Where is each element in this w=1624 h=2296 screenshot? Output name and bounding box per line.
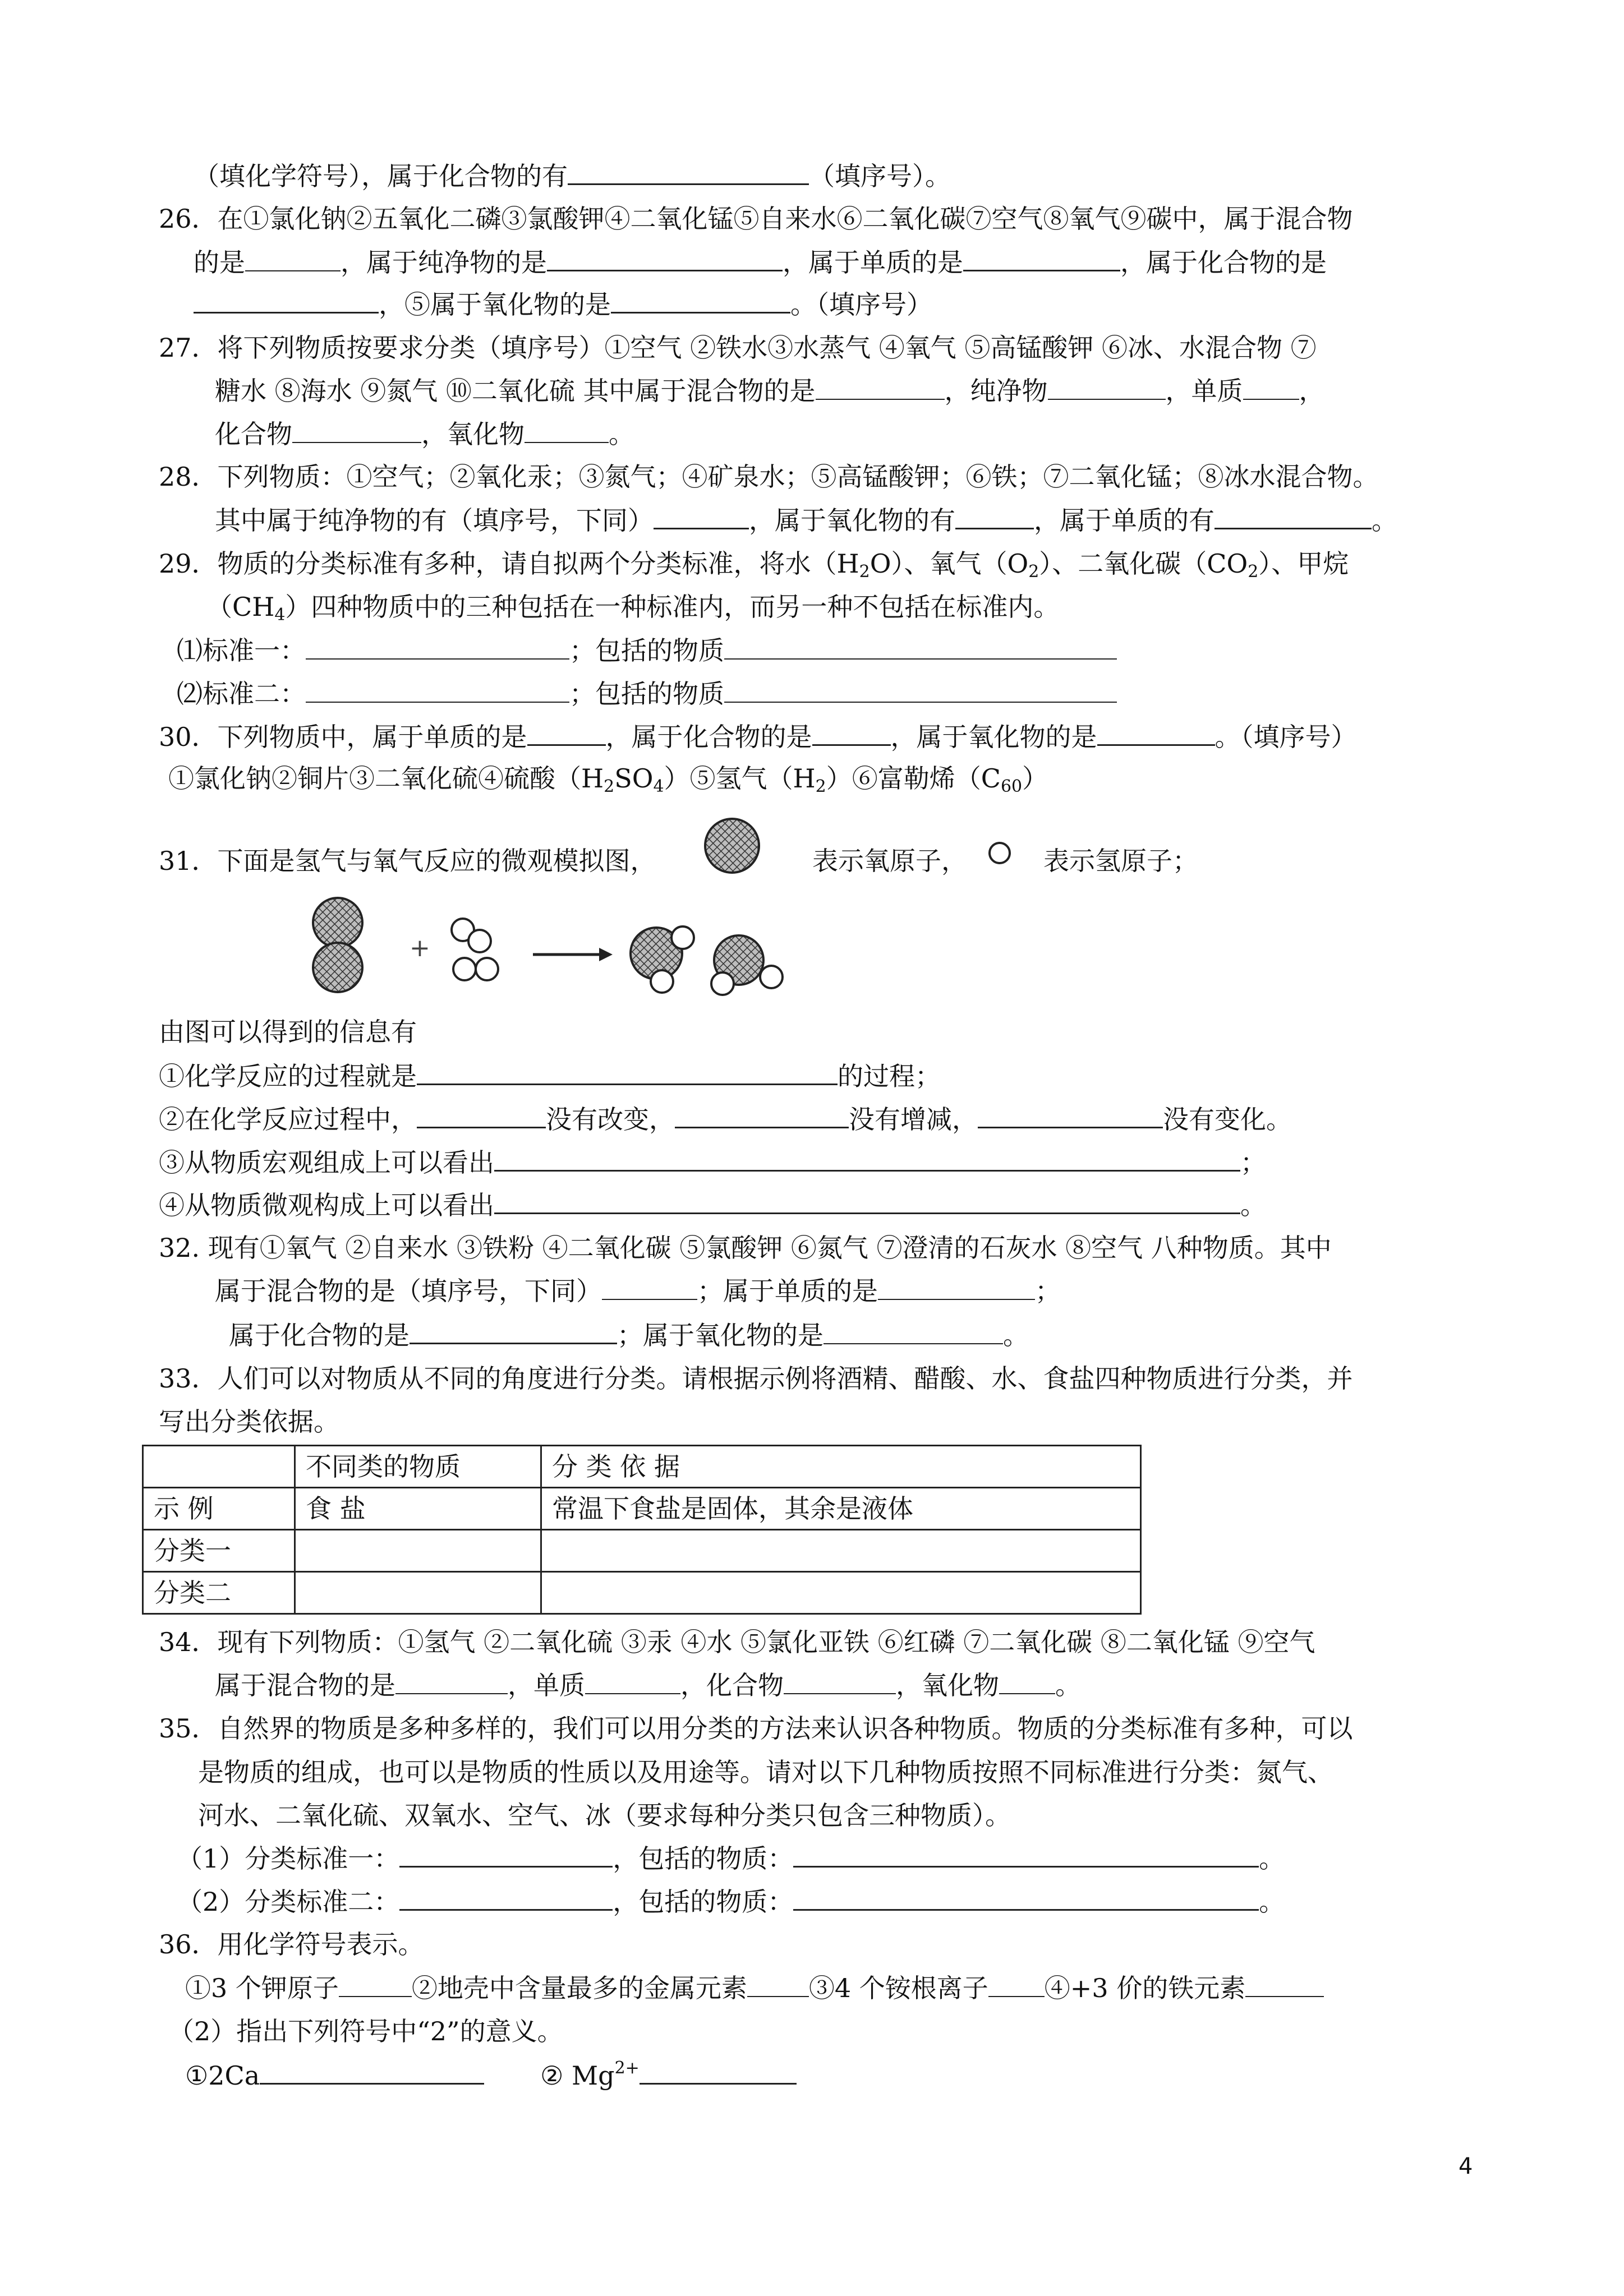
question-31-info-heading xyxy=(159,1015,417,1049)
answer-blank[interactable] xyxy=(963,245,1120,271)
text: ②地壳中含量最多的金属元素 xyxy=(411,1973,747,2003)
text: ③4 个铵根离子 xyxy=(808,1973,988,2003)
page-number: 4 xyxy=(1459,2154,1473,2179)
text: ④从物质微观构成上可以看出 xyxy=(159,1190,494,1220)
text: ）⑥富勒烯（C xyxy=(826,763,1001,794)
table-cell xyxy=(143,1446,295,1488)
answer-blank[interactable] xyxy=(823,1318,1003,1344)
hydrogen-molecules xyxy=(452,919,498,980)
answer-blank[interactable] xyxy=(194,287,379,313)
text: 34．现有下列物质：①氢气 ②二氧化硫 ③汞 ④水 ⑤氯化亚铁 ⑥红磷 ⑦二氧化碳 ⑧二氧化锰 ⑨空气 xyxy=(159,1627,1315,1657)
subscript: 4 xyxy=(274,605,286,625)
text: 31．下面是氢气与氧气反应的微观模拟图， xyxy=(159,846,656,876)
table-row xyxy=(143,1530,1141,1572)
answer-blank[interactable] xyxy=(978,1102,1163,1128)
text: （填序号）。 xyxy=(809,161,951,191)
text: 。 xyxy=(609,419,634,449)
answer-blank[interactable] xyxy=(988,1971,1045,1997)
text: 。 xyxy=(1259,1843,1285,1874)
question-35-line-3 xyxy=(198,1799,1011,1832)
superscript: 2+ xyxy=(614,2058,640,2078)
text: 35．自然界的物质是多种多样的，我们可以用分类的方法来认识各种物质。物质的分类标准有多种，可以 xyxy=(159,1713,1353,1744)
text: 。 xyxy=(1240,1190,1266,1220)
answer-blank[interactable] xyxy=(306,677,569,703)
text: ）、二氧化碳（CO xyxy=(1039,548,1248,579)
text: ①3 个钾原子 xyxy=(185,1973,339,2003)
text: ⑵标准二： xyxy=(177,679,306,709)
question-34-line-1 xyxy=(159,1625,1315,1659)
answer-blank[interactable] xyxy=(675,1102,849,1128)
text: ，包括的物质： xyxy=(613,1843,794,1874)
answer-blank[interactable] xyxy=(816,374,945,400)
text: ；属于单质的是 xyxy=(697,1276,878,1306)
answer-blank[interactable] xyxy=(654,503,749,529)
answer-blank[interactable] xyxy=(1214,503,1372,529)
hydrogen-atom-legend-icon xyxy=(986,840,1013,866)
question-30-line-1 xyxy=(159,720,1357,754)
line-0 xyxy=(194,159,951,193)
text: ，属于单质的有 xyxy=(1034,505,1214,536)
question-35-standard-1 xyxy=(177,1841,1285,1875)
text: ）、甲烷 xyxy=(1258,548,1349,579)
text: ， xyxy=(1299,376,1325,406)
table-answer-cell[interactable] xyxy=(541,1530,1141,1572)
subscript: 2 xyxy=(815,777,826,796)
text: 27．将下列物质按要求分类（填序号）①空气 ②铁水③水蒸气 ④氧气 ⑤高锰酸钾 ⑥冰、水混合物 ⑦ xyxy=(159,333,1317,363)
text: 30．下列物质中，属于单质的是 xyxy=(159,722,527,752)
subscript: 4 xyxy=(653,777,664,796)
table-cell: 分 类 依 据 xyxy=(541,1446,1141,1488)
question-31-item-4 xyxy=(159,1188,1266,1222)
answer-blank[interactable] xyxy=(399,1884,613,1911)
answer-blank[interactable] xyxy=(878,1274,1035,1300)
answer-blank[interactable] xyxy=(525,417,609,443)
answer-blank[interactable] xyxy=(399,1841,613,1868)
water-molecule-2 xyxy=(711,935,783,995)
question-36-line-3 xyxy=(168,2014,563,2048)
table-cell: 分类二 xyxy=(143,1572,295,1614)
table-cell: 示 例 xyxy=(143,1488,295,1530)
text: 36．用化学符号表示。 xyxy=(159,1929,424,1960)
question-35-standard-2 xyxy=(177,1884,1285,1919)
answer-blank[interactable] xyxy=(793,1884,1259,1911)
answer-blank[interactable] xyxy=(784,1668,896,1694)
answer-blank[interactable] xyxy=(417,1102,546,1128)
text: 没有增减， xyxy=(849,1104,978,1135)
text: 。 xyxy=(1259,1887,1285,1917)
question-30-line-2 xyxy=(168,762,1048,795)
answer-blank[interactable] xyxy=(494,1188,1240,1214)
question-31-legend-oxygen xyxy=(812,844,967,878)
text: ①氯化钠②铜片③二氧化硫④硫酸（H xyxy=(168,763,604,794)
question-29-standard-1 xyxy=(177,634,1117,667)
text: 化合物 xyxy=(215,419,292,449)
text: ，化合物 xyxy=(680,1670,784,1700)
text: 没有改变， xyxy=(546,1104,675,1135)
table-cell: 常温下食盐是固体，其余是液体 xyxy=(541,1488,1141,1530)
plus-sign: + xyxy=(410,934,430,962)
text: 32. 现有①氧气 ②自来水 ③铁粉 ④二氧化碳 ⑤氯酸钾 ⑥氮气 ⑦澄清的石灰水 ⑧空气 八种物质。其中 xyxy=(159,1233,1332,1263)
text: ，单质 xyxy=(508,1670,585,1700)
answer-blank[interactable] xyxy=(306,634,569,660)
text: 由图可以得到的信息有 xyxy=(159,1017,417,1047)
answer-blank[interactable] xyxy=(410,1318,617,1344)
subscript: 2 xyxy=(604,777,615,796)
table-cell: 食 盐 xyxy=(295,1488,541,1530)
answer-blank[interactable] xyxy=(999,1668,1055,1694)
classification-table xyxy=(142,1445,1142,1615)
text: ，纯净物 xyxy=(944,376,1048,406)
text: 糖水 ⑧海水 ⑨氮气 ⑩二氧化硫 其中属于混合物的是 xyxy=(215,376,816,406)
text: 属于化合物的是 xyxy=(229,1320,410,1350)
text: 。 xyxy=(1055,1670,1081,1700)
text: 没有变化。 xyxy=(1163,1104,1292,1135)
question-36-line-4 xyxy=(185,2058,797,2092)
answer-blank[interactable] xyxy=(292,417,421,443)
question-31-item-1 xyxy=(159,1059,941,1093)
answer-blank[interactable] xyxy=(547,245,783,271)
answer-blank[interactable] xyxy=(1097,720,1215,746)
text: ； xyxy=(1035,1276,1061,1306)
table-answer-cell[interactable] xyxy=(295,1530,541,1572)
text: 28．下列物质：①空气；②氧化汞；③氮气；④矿泉水；⑤高锰酸钾；⑥铁；⑦二氧化锰；⑧冰水混合物。 xyxy=(159,462,1379,492)
table-row xyxy=(143,1572,1141,1614)
question-29-line-1 xyxy=(159,547,1349,580)
answer-blank[interactable] xyxy=(793,1841,1259,1868)
text: O）、氧气（O xyxy=(869,548,1029,579)
text: ①2Ca xyxy=(185,2060,260,2091)
question-33-line-1 xyxy=(159,1362,1353,1395)
question-26-line-1 xyxy=(159,202,1353,236)
text: ）四种物质中的三种包括在一种标准内，而另一种不包括在标准内。 xyxy=(285,592,1060,622)
text: （填化学符号），属于化合物的有 xyxy=(194,161,568,191)
question-29-line-2 xyxy=(206,590,1059,624)
text: 。 xyxy=(1372,505,1397,536)
subscript: 60 xyxy=(1000,777,1023,796)
text: 33．人们可以对物质从不同的角度进行分类。请根据示例将酒精、醋酸、水、食盐四种物质进行分类，并 xyxy=(159,1363,1353,1394)
answer-blank[interactable] xyxy=(527,720,606,746)
text: ） xyxy=(1022,763,1048,794)
text: 其中属于纯净物的有（填序号，下同） xyxy=(215,505,654,536)
text: ①化学反应的过程就是 xyxy=(159,1061,417,1091)
reaction-arrow xyxy=(533,948,613,961)
text: （1）分类标准一： xyxy=(177,1843,400,1874)
text: 河水、二氧化硫、双氧水、空气、冰（要求每种分类只包含三种物质）。 xyxy=(198,1800,1011,1831)
text: 表示氢原子； xyxy=(1043,846,1198,876)
water-molecule-1 xyxy=(631,926,694,993)
text: ，属于化合物的是 xyxy=(605,722,812,752)
question-26-line-2 xyxy=(194,245,1327,279)
answer-blank[interactable] xyxy=(724,634,1117,660)
question-35-line-1 xyxy=(159,1712,1353,1745)
question-33-line-2 xyxy=(159,1405,339,1439)
oxygen-molecule xyxy=(313,898,362,992)
text: ②在化学反应过程中， xyxy=(159,1104,417,1135)
answer-blank[interactable] xyxy=(585,1668,680,1694)
answer-blank[interactable] xyxy=(395,1668,508,1694)
text: 的过程； xyxy=(838,1061,941,1091)
text: ；包括的物质 xyxy=(569,635,724,666)
text: ，属于化合物的是 xyxy=(1120,247,1327,278)
table-cell: 分类一 xyxy=(143,1530,295,1572)
text: 26．在①氯化钠②五氧化二磷③氯酸钾④二氧化锰⑤自来水⑥二氧化碳⑦空气⑧氧气⑨碳中，属于混合物 xyxy=(159,204,1353,234)
text: ）⑤氢气（H xyxy=(664,763,816,794)
text: 写出分类依据。 xyxy=(159,1407,339,1437)
answer-blank[interactable] xyxy=(339,1971,412,1997)
question-36-line-2 xyxy=(185,1971,1324,2005)
question-31-item-2 xyxy=(159,1102,1292,1136)
answer-blank[interactable] xyxy=(260,2058,484,2085)
question-32-line-3 xyxy=(229,1318,1029,1352)
text: ；包括的物质 xyxy=(569,679,724,709)
answer-blank[interactable] xyxy=(1243,374,1299,400)
question-35-line-2 xyxy=(198,1755,1333,1789)
text: ，单质 xyxy=(1165,376,1243,406)
text: ，⑤属于氧化物的是 xyxy=(379,289,611,320)
answer-blank[interactable] xyxy=(611,287,790,313)
answer-blank[interactable] xyxy=(602,1274,697,1300)
answer-blank[interactable] xyxy=(747,1971,809,1997)
text: ，属于氧化物的有 xyxy=(749,505,955,536)
text: ③从物质宏观组成上可以看出 xyxy=(159,1147,494,1178)
table-cell: 不同类的物质 xyxy=(295,1446,541,1488)
text: ；属于氧化物的是 xyxy=(617,1320,823,1350)
answer-blank[interactable] xyxy=(640,2058,797,2085)
text: ，氧化物 xyxy=(421,419,525,449)
table-answer-cell[interactable] xyxy=(541,1572,1141,1614)
oxygen-atom-legend-icon xyxy=(701,815,763,877)
text: 。 xyxy=(1003,1320,1029,1350)
question-32-line-1 xyxy=(159,1231,1332,1265)
text: 是物质的组成，也可以是物质的性质以及用途等。请对以下几种物质按照不同标准进行分类：氮气、 xyxy=(198,1757,1333,1787)
text: 29．物质的分类标准有多种，请自拟两个分类标准，将水（H xyxy=(159,548,859,579)
question-32-line-2 xyxy=(215,1274,1061,1308)
answer-blank[interactable] xyxy=(245,246,341,271)
question-26-line-3 xyxy=(194,287,932,321)
answer-blank[interactable] xyxy=(955,503,1034,529)
subscript: 2 xyxy=(1028,562,1039,582)
text: 。（填序号） xyxy=(1214,722,1357,752)
table-row xyxy=(143,1488,1141,1530)
question-28-line-1 xyxy=(159,460,1379,494)
text: ，属于纯净物的是 xyxy=(341,247,547,278)
question-27-line-2 xyxy=(215,374,1325,408)
text: （2）指出下列符号中“2”的意义。 xyxy=(168,2016,563,2046)
question-28-line-2 xyxy=(215,503,1397,537)
question-31-legend-hydrogen xyxy=(1043,844,1198,878)
question-27-line-3 xyxy=(215,417,634,451)
text: ⑴标准一： xyxy=(177,635,306,666)
answer-blank[interactable] xyxy=(417,1059,838,1085)
text: ④+3 价的铁元素 xyxy=(1044,1973,1246,2003)
text: ，属于氧化物的是 xyxy=(890,722,1097,752)
text: 属于混合物的是 xyxy=(215,1670,395,1700)
question-36-line-1 xyxy=(159,1928,424,1961)
question-29-standard-2 xyxy=(177,677,1117,711)
text: （CH xyxy=(206,592,275,622)
table-header-row xyxy=(143,1446,1141,1488)
answer-blank[interactable] xyxy=(568,159,809,185)
text: 表示氧原子， xyxy=(812,846,967,876)
text: （2）分类标准二： xyxy=(177,1887,400,1917)
text: ，属于单质的是 xyxy=(783,247,963,278)
table-answer-cell[interactable] xyxy=(295,1572,541,1614)
text: 属于混合物的是（填序号，下同） xyxy=(215,1276,602,1306)
answer-blank[interactable] xyxy=(494,1145,1240,1172)
reaction-diagram xyxy=(303,892,808,1004)
text: 的是 xyxy=(194,247,245,278)
text: ； xyxy=(1240,1147,1266,1178)
question-27-line-1 xyxy=(159,331,1317,365)
question-31-item-3 xyxy=(159,1145,1266,1179)
answer-blank[interactable] xyxy=(724,677,1117,703)
text: 。（填序号） xyxy=(790,289,932,320)
answer-blank[interactable] xyxy=(1048,374,1166,400)
answer-blank[interactable] xyxy=(812,720,891,746)
text: ，氧化物 xyxy=(896,1670,999,1700)
text: ，包括的物质： xyxy=(613,1887,794,1917)
answer-blank[interactable] xyxy=(1245,1971,1324,1997)
text: ② Mg xyxy=(540,2060,615,2091)
subscript: 2 xyxy=(859,562,870,582)
text: SO xyxy=(614,763,654,794)
subscript: 2 xyxy=(1248,562,1259,582)
question-34-line-2 xyxy=(215,1668,1081,1702)
question-31-line-1 xyxy=(159,844,656,878)
